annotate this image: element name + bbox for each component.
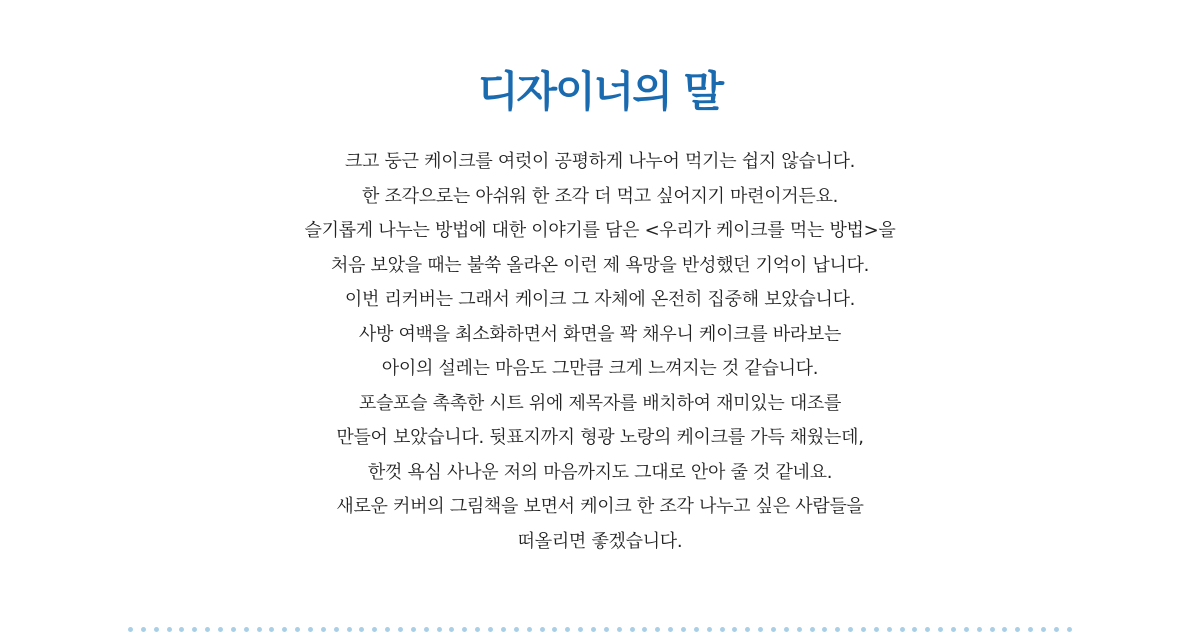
divider-dot <box>642 627 647 632</box>
note-line: 슬기롭게 나누는 방법에 대한 이야기를 담은 <우리가 케이크를 먹는 방법>을 <box>304 220 896 241</box>
divider-dot <box>527 627 532 632</box>
divider-dot <box>167 627 172 632</box>
divider-dot <box>655 627 660 632</box>
divider-dot <box>282 627 287 632</box>
note-line: 크고 둥근 케이크를 여럿이 공평하게 나누어 먹기는 쉽지 않습니다. <box>344 151 856 172</box>
divider-dot <box>861 627 866 632</box>
divider-dot <box>797 627 802 632</box>
divider-dot <box>591 627 596 632</box>
divider-dot <box>128 627 133 632</box>
divider-dot <box>900 627 905 632</box>
divider-dot <box>604 627 609 632</box>
divider-dot <box>359 627 364 632</box>
divider-dot <box>681 627 686 632</box>
divider-dot <box>912 627 917 632</box>
divider-dot <box>822 627 827 632</box>
note-line: 만들어 보았습니다. 뒷표지까지 형광 노랑의 케이크를 가득 채웠는데, <box>336 427 864 448</box>
divider-dot <box>269 627 274 632</box>
divider-dot <box>578 627 583 632</box>
divider-dot <box>501 627 506 632</box>
divider-dot <box>964 627 969 632</box>
dotted-divider <box>128 625 1072 633</box>
divider-dot <box>385 627 390 632</box>
divider-dot <box>1015 627 1020 632</box>
divider-dot <box>707 627 712 632</box>
divider-dot <box>977 627 982 632</box>
divider-dot <box>321 627 326 632</box>
divider-dot <box>540 627 545 632</box>
note-line: 이번 리커버는 그래서 케이크 그 자체에 온전히 집중해 보았습니다. <box>344 289 856 310</box>
divider-dot <box>398 627 403 632</box>
divider-dot <box>1028 627 1033 632</box>
divider-dot <box>449 627 454 632</box>
note-line: 아이의 설레는 마음도 그만큼 크게 느껴지는 것 같습니다. <box>381 358 819 379</box>
note-line: 한 조각으로는 아쉬워 한 조각 더 먹고 싶어지기 마련이거든요. <box>362 185 838 207</box>
divider-dot <box>630 627 635 632</box>
divider-dot <box>475 627 480 632</box>
divider-dot <box>810 627 815 632</box>
divider-dot <box>848 627 853 632</box>
divider-dot <box>1067 627 1072 632</box>
divider-dot <box>887 627 892 632</box>
note-line: 처음 보았을 때는 불쑥 올라온 이런 제 욕망을 반성했던 기억이 납니다. <box>330 254 870 276</box>
divider-dot <box>668 627 673 632</box>
divider-dot <box>488 627 493 632</box>
divider-dot <box>1002 627 1007 632</box>
divider-dot <box>1041 627 1046 632</box>
note-line: 사방 여백을 최소화하면서 화면을 꽉 채우니 케이크를 바라보는 <box>358 323 842 345</box>
note-line: 떠올리면 좋겠습니다. <box>517 530 683 552</box>
divider-dot <box>205 627 210 632</box>
divider-dot <box>462 627 467 632</box>
divider-dot <box>874 627 879 632</box>
divider-dot <box>424 627 429 632</box>
divider-dot <box>1054 627 1059 632</box>
divider-dot <box>732 627 737 632</box>
divider-dot <box>720 627 725 632</box>
divider-dot <box>514 627 519 632</box>
divider-dot <box>347 627 352 632</box>
divider-dot <box>745 627 750 632</box>
divider-dot <box>938 627 943 632</box>
note-line: 새로운 커버의 그림책을 보면서 케이크 한 조각 나누고 싶은 사람들을 <box>336 496 864 517</box>
divider-dot <box>141 627 146 632</box>
divider-dot <box>951 627 956 632</box>
divider-dot <box>925 627 930 632</box>
divider-dot <box>231 627 236 632</box>
divider-dot <box>411 627 416 632</box>
divider-dot <box>244 627 249 632</box>
divider-dot <box>154 627 159 632</box>
designer-note-body <box>0 145 1200 559</box>
divider-dot <box>565 627 570 632</box>
divider-dot <box>694 627 699 632</box>
divider-dot <box>758 627 763 632</box>
divider-dot <box>257 627 262 632</box>
divider-dot <box>334 627 339 632</box>
note-line: 포슬포슬 촉촉한 시트 위에 제목자를 배치하여 재미있는 대조를 <box>358 392 842 414</box>
divider-dot <box>192 627 197 632</box>
divider-dot <box>218 627 223 632</box>
section-title: 디자이너의 말 <box>477 67 723 116</box>
divider-dot <box>784 627 789 632</box>
note-line: 한껏 욕심 사나운 저의 마음까지도 그대로 안아 줄 것 같네요. <box>367 461 833 483</box>
divider-dot <box>437 627 442 632</box>
divider-dot <box>552 627 557 632</box>
divider-dot <box>308 627 313 632</box>
divider-dot <box>990 627 995 632</box>
divider-dot <box>179 627 184 632</box>
divider-dot <box>771 627 776 632</box>
divider-dot <box>835 627 840 632</box>
divider-dot <box>295 627 300 632</box>
divider-dot <box>372 627 377 632</box>
divider-dot <box>617 627 622 632</box>
